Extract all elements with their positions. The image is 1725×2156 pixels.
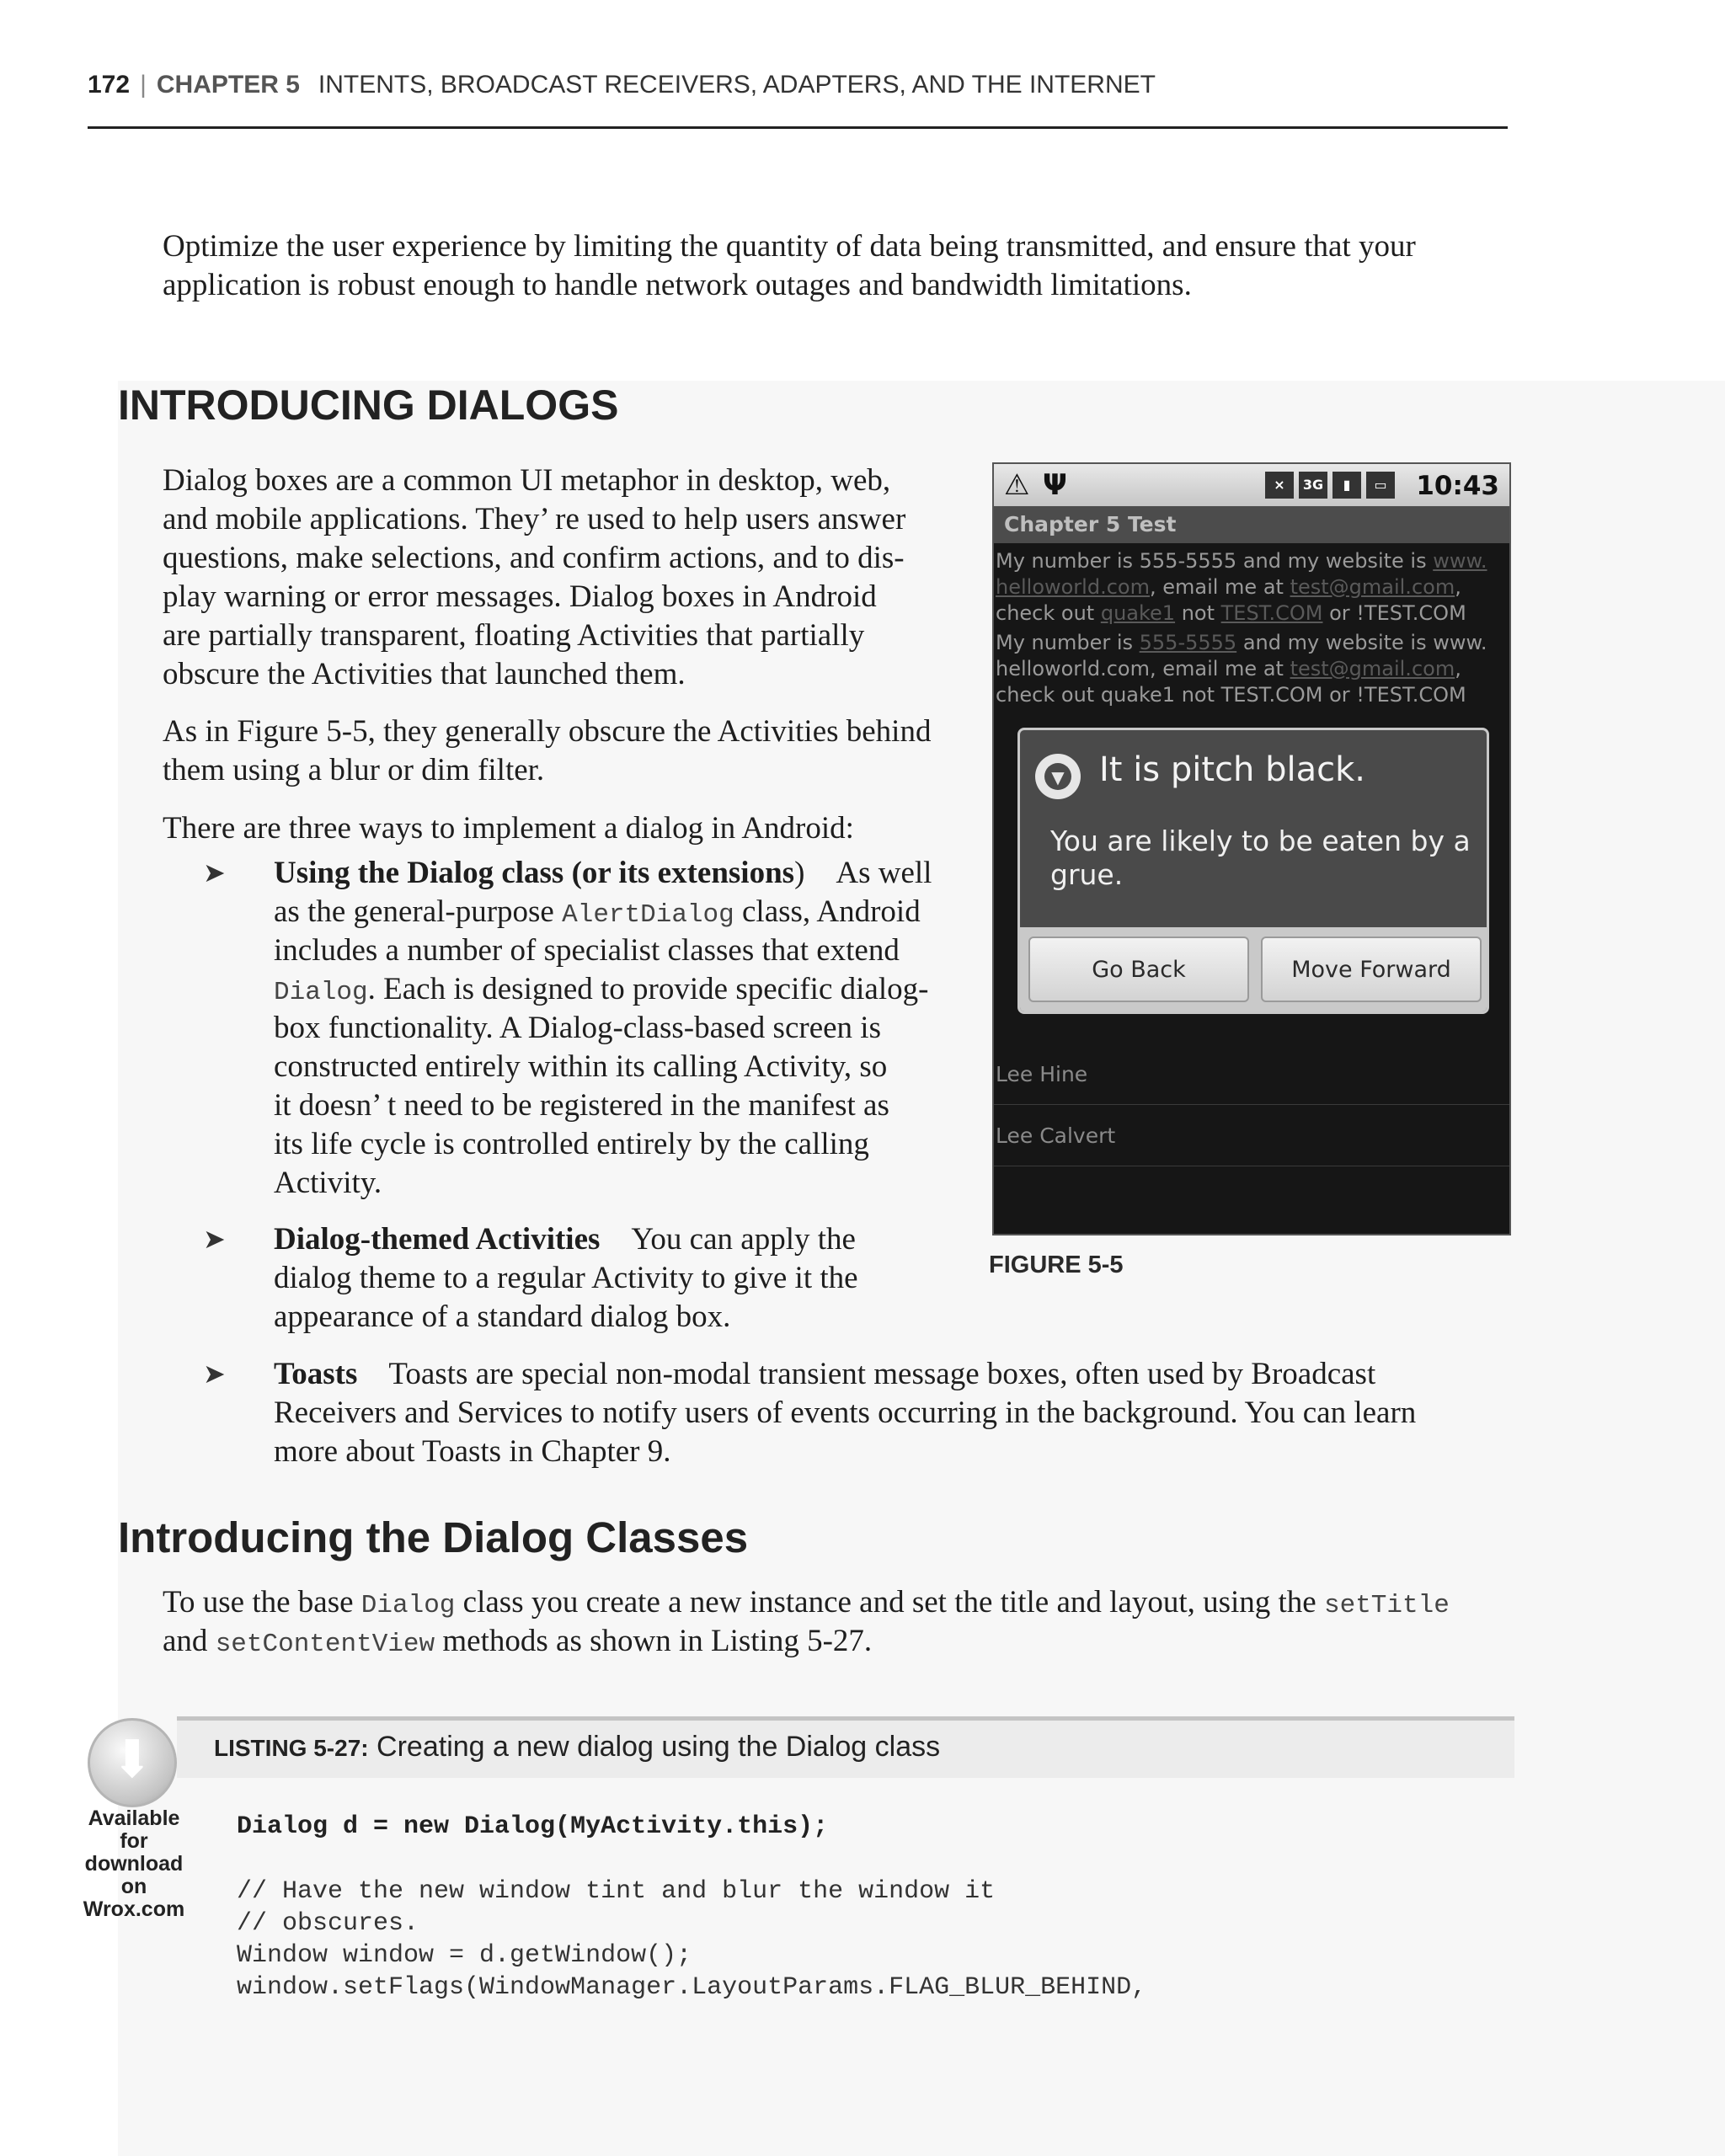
app-title-bar: Chapter 5 Test	[994, 506, 1509, 543]
text-span: , email me at	[1149, 575, 1290, 599]
bullet3-line-1	[274, 1355, 1375, 1394]
section2-text: methods as shown in Listing 5-27.	[435, 1624, 873, 1658]
signal-icon: ▮	[1332, 472, 1361, 499]
figure-caption: FIGURE 5-5	[989, 1251, 1124, 1278]
section2-line-1	[163, 1583, 1450, 1625]
bullet3-term: Toasts	[274, 1357, 358, 1391]
text-span: ,	[1455, 575, 1461, 599]
inline-code-setcontentview: setContentView	[215, 1630, 435, 1659]
bullet1-term-close: )	[794, 856, 805, 890]
bullet3-text: Toasts are special non-modal transient message boxes, often used by Broadcast	[388, 1357, 1376, 1391]
para1-line: obscure the Activities that launched them.	[163, 657, 686, 691]
bullet3-line-2: Receivers and Services to notify users of events occurring in the background. You can learn	[274, 1396, 1417, 1430]
download-note-line: download on	[84, 1852, 184, 1898]
inline-code-dialog: Dialog	[360, 1591, 456, 1620]
bullet2-text: You can apply the	[631, 1222, 856, 1257]
list-item[interactable]: Lee Hine	[994, 1043, 1509, 1105]
mute-icon: ×	[1265, 472, 1294, 499]
bullet1-line-8: its life cycle is controlled entirely by the calling	[274, 1127, 869, 1161]
bullet1-text: . Each is designed to provide specific dialog-	[367, 972, 929, 1006]
list-item[interactable]: Lee Calvert	[994, 1105, 1509, 1166]
bullet1-line-1	[274, 854, 932, 893]
list-item-empty	[994, 1166, 1509, 1228]
bullet1-line-5: box functionality. A Dialog-class-based screen is	[274, 1011, 881, 1045]
para1-line: Dialog boxes are a common UI metaphor in desktop, web,	[163, 463, 891, 498]
go-back-button[interactable]: Go Back	[1028, 937, 1249, 1002]
bullet1-text: class, Android	[734, 894, 921, 929]
bullet1-text: as the general-purpose	[274, 894, 563, 929]
status-bar	[994, 464, 1509, 506]
page-number: 172	[88, 71, 131, 99]
listing-label: LISTING 5-27:	[214, 1735, 369, 1761]
code-line-bold: Dialog d = new Dialog(MyActivity.this);	[237, 1812, 829, 1841]
inline-code-dialog: Dialog	[274, 978, 368, 1007]
bullet1-line-2	[274, 893, 921, 935]
usb-icon: Ψ	[1043, 468, 1067, 502]
inline-code-settitle: setTitle	[1323, 1591, 1450, 1620]
download-note-line: Available for	[88, 1806, 180, 1853]
text-span: not	[1175, 601, 1221, 625]
link-text[interactable]: test@gmail.com	[1290, 575, 1455, 599]
warning-icon: ⚠	[1004, 468, 1030, 502]
bullet1-line-7: it doesn’ t need to be registered in the manifest as	[274, 1088, 889, 1123]
alert-dialog	[1017, 728, 1489, 1014]
screen-text-line: check out quake1 not TEST.COM or !TEST.COM	[996, 683, 1466, 707]
text-span: My number is	[996, 631, 1140, 654]
bullet-arrow-icon: ➤	[203, 1358, 226, 1390]
section2-line-2	[163, 1622, 872, 1664]
bullet1-line-6: constructed entirely within its calling Activity, so	[274, 1049, 888, 1084]
bullet1-line-3: includes a number of specialist classes that extend	[274, 933, 900, 968]
section2-text: class you create a new instance and set the title and layout, using the	[455, 1585, 1324, 1620]
listing-title: Creating a new dialog using the Dialog class	[377, 1731, 941, 1763]
dialog-button-bar	[1020, 927, 1489, 1014]
code-line: window.setFlags(WindowManager.LayoutParams.FLAG_BLUR_BEHIND,	[237, 1973, 1147, 2002]
bullet1-line-9: Activity.	[274, 1166, 382, 1200]
screen-text-line	[996, 600, 1509, 627]
text-span: check out	[996, 601, 1101, 625]
bullet-arrow-icon: ➤	[203, 857, 226, 889]
link-text[interactable]: test@gmail.com	[1290, 657, 1455, 680]
link-text[interactable]: quake1	[1100, 601, 1176, 625]
bullet1-text: As well	[836, 856, 932, 890]
download-note	[72, 1807, 195, 1921]
bullet1-term: Using the Dialog class (or its extensions	[274, 856, 795, 890]
link-text[interactable]: TEST.COM	[1220, 601, 1323, 625]
section-heading-introducing-dialogs: INTRODUCING DIALOGS	[118, 382, 619, 429]
para3-line: There are three ways to implement a dialog in Android:	[163, 811, 854, 846]
screen-text-line	[996, 574, 1509, 600]
code-line: // Have the new window tint and blur the window it	[237, 1877, 996, 1906]
para2-line: As in Figure 5-5, they generally obscure the Activities behind	[163, 714, 932, 749]
para1-line: and mobile applications. They’ re used to help users answer	[163, 502, 906, 536]
dialog-message: You are likely to be eaten by a grue.	[1050, 825, 1471, 891]
link-text[interactable]: www.	[1433, 549, 1487, 573]
text-span: My number is 555-5555 and my website is	[996, 549, 1434, 573]
bullet2-line-1	[274, 1220, 856, 1259]
section2-text: To use the base	[163, 1585, 361, 1620]
dialog-icon-glyph: ▼	[1044, 763, 1071, 790]
text-span: or !TEST.COM	[1322, 601, 1466, 625]
code-line: // obscures.	[237, 1909, 419, 1938]
bullet-arrow-icon: ➤	[203, 1223, 226, 1255]
figure-screenshot	[992, 462, 1511, 1235]
bullet2-line-3: appearance of a standard dialog box.	[274, 1299, 731, 1334]
para2-line: them using a blur or dim filter.	[163, 753, 545, 787]
listing-title-line	[214, 1731, 940, 1764]
listing-header-bar	[177, 1716, 1514, 1778]
header-line	[88, 71, 1156, 99]
code-line: Window window = d.getWindow();	[237, 1941, 692, 1970]
screen-text-line	[996, 656, 1509, 682]
text-span: and my website is www.	[1236, 631, 1487, 654]
status-time: 10:43	[1416, 471, 1499, 501]
para1-line: are partially transparent, floating Activities that partially	[163, 618, 865, 653]
bullet2-line-2: dialog theme to a regular Activity to give it the	[274, 1261, 858, 1295]
dialog-title: It is pitch black.	[1099, 750, 1365, 789]
screen-text-line	[996, 630, 1509, 656]
text-span: helloworld.com, email me at	[996, 657, 1290, 680]
bullet2-term: Dialog-themed Activities	[274, 1222, 601, 1257]
link-text[interactable]: 555-5555	[1139, 631, 1237, 654]
screen-text-line	[996, 548, 1509, 574]
chapter-label: CHAPTER 5	[156, 71, 300, 99]
inline-code-alertdialog: AlertDialog	[562, 900, 734, 930]
battery-icon: ▭	[1366, 472, 1395, 499]
para1-line: questions, make selections, and confirm actions, and to dis-	[163, 541, 905, 575]
para1-line: play warning or error messages. Dialog boxes in Android	[163, 579, 877, 614]
bullet3-line-3: more about Toasts in Chapter 9.	[274, 1434, 671, 1469]
link-text[interactable]: helloworld.com	[996, 575, 1150, 599]
intro-line-1: Optimize the user experience by limiting the quantity of data being transmitted, and ensure that your	[163, 229, 1416, 264]
dialog-alert-icon	[1035, 754, 1081, 799]
network-3g-icon: 3G	[1299, 472, 1327, 499]
bullet1-line-4	[274, 970, 928, 1012]
section2-text: and	[163, 1624, 216, 1658]
running-header	[88, 66, 1508, 129]
download-icon[interactable]	[88, 1718, 177, 1807]
text-span: ,	[1455, 657, 1461, 680]
download-arrow-glyph: ⬇	[110, 1732, 154, 1789]
section-heading-dialog-classes: Introducing the Dialog Classes	[118, 1513, 749, 1561]
intro-line-2: application is robust enough to handle network outages and bandwidth limitations.	[163, 268, 1192, 302]
download-note-line: Wrox.com	[83, 1897, 185, 1921]
move-forward-button[interactable]: Move Forward	[1261, 937, 1482, 1002]
header-separator: |	[140, 71, 147, 99]
chapter-title: INTENTS, BROADCAST RECEIVERS, ADAPTERS, AND THE INTERNET	[318, 71, 1156, 99]
